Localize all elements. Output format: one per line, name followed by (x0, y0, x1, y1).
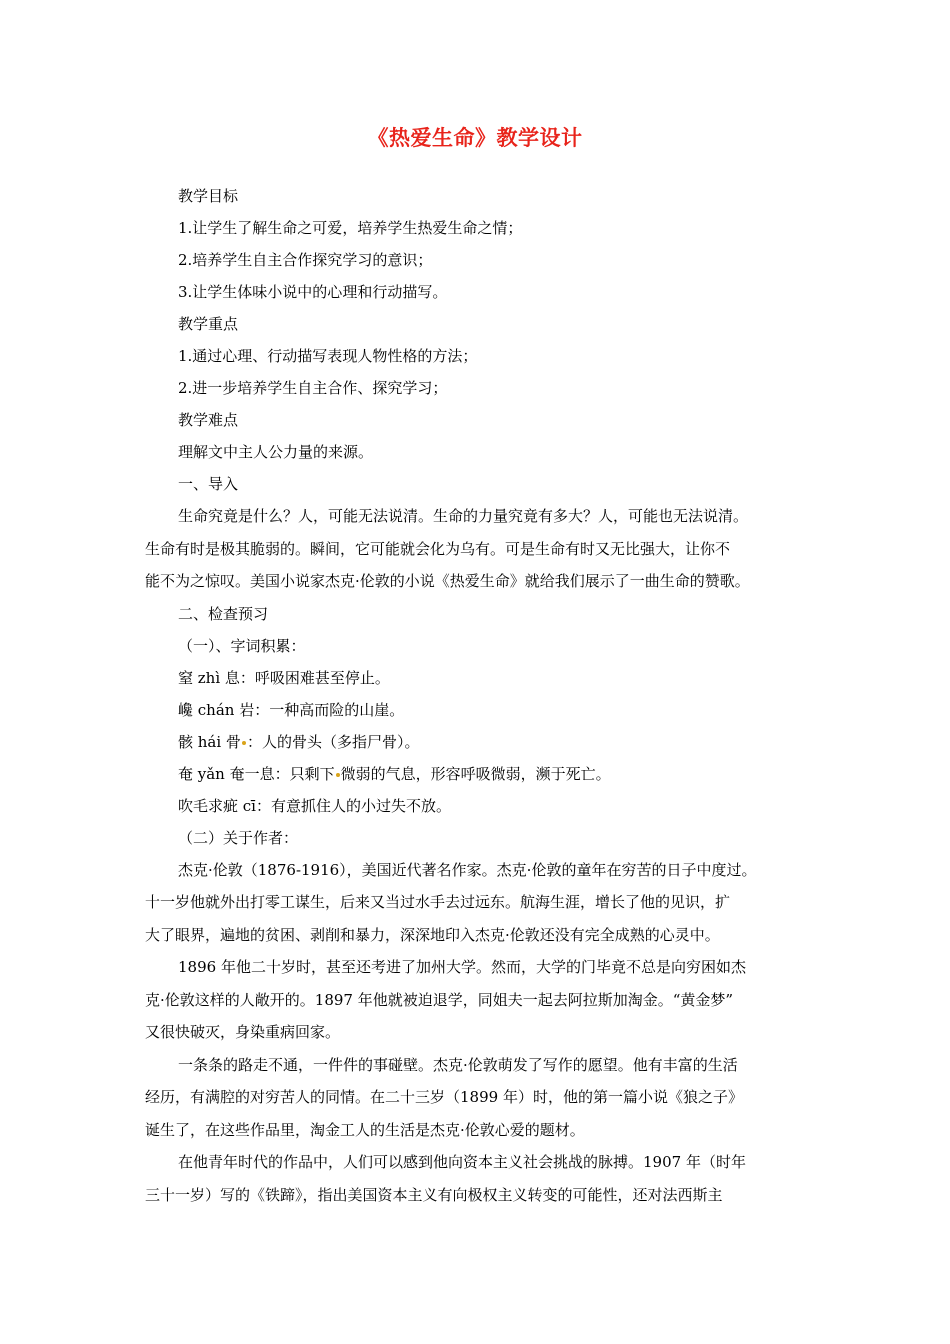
author-p2-line-2: 克·伦敦这样的人敞开的。1897 年他就被迫退学，同姐夫一起去阿拉斯加淘金。“黄金梦” (145, 990, 734, 1009)
subheading-vocabulary: （一）、字词积累： (178, 636, 306, 655)
document-title: 《热爱生命》教学设计 (367, 126, 583, 150)
goal-item-3: 3.让学生体味小说中的心理和行动描写。 (178, 283, 448, 301)
edit-mark-icon (336, 773, 340, 777)
edit-mark-icon (242, 741, 246, 745)
vocab-item-3 (145, 726, 813, 758)
vocab-item-2: 巉 chán 岩：一种高而险的山崖。 (178, 700, 405, 719)
author-p3-line-2: 经历，有满腔的对穷苦人的同情。在二十三岁（1899 年）时，他的第一篇小说《狼之子》 (145, 1088, 743, 1106)
vocab-item-3-term: 骸 hái 骨 (178, 732, 241, 751)
vocab-item-5: 吹毛求疵 cī：有意抓住人的小过失不放。 (178, 796, 451, 815)
author-p1-line-2: 十一岁他就外出打零工谋生，后来又当过水手去过远东。航海生涯，增长了他的见识，扩 (145, 893, 731, 911)
author-p1-line-1: 杰克·伦敦（1876-1916），美国近代著名作家。杰克·伦敦的童年在穷苦的日子中度过。 (178, 860, 757, 879)
author-p4-line-1: 在他青年时代的作品中，人们可以感到他向资本主义社会挑战的脉搏。1907 年（时年 (178, 1153, 746, 1171)
author-paragraph-4 (145, 1146, 813, 1211)
key-point-1: 1.通过心理、行动描写表现人物性格的方法； (178, 347, 478, 365)
vocab-item-1: 窒 zhì 息：呼吸困难甚至停止。 (178, 668, 390, 687)
vocab-item-3-definition: ：人的骨头（多指尸骨）。 (246, 732, 420, 751)
vocab-item-4-definition: 微弱的气息，形容呼吸微弱，濒于死亡。 (340, 764, 611, 783)
key-point-2: 2.进一步培养学生自主合作、探究学习； (178, 379, 448, 397)
author-p3-line-1: 一条条的路走不通，一件件的事碰壁。杰克·伦敦萌发了写作的愿望。他有丰富的生活 (178, 1055, 738, 1074)
document-body (145, 180, 813, 1211)
goal-item-2: 2.培养学生自主合作探究学习的意识； (178, 251, 433, 269)
intro-line-3: 能不为之惊叹。美国小说家杰克·伦敦的小说《热爱生命》就给我们展示了一曲生命的赞歌。 (145, 572, 750, 590)
section-heading-difficulty: 教学难点 (178, 411, 239, 429)
author-p2-line-3: 又很快破灭，身染重病回家。 (145, 1023, 341, 1041)
intro-line-2: 生命有时是极其脆弱的。瞬间，它可能就会化为乌有。可是生命有时又无比强大，让你不 (145, 539, 731, 558)
intro-line-1: 生命究竟是什么？人，可能无法说清。生命的力量究竟有多大？人，可能也无法说清。 (178, 507, 749, 525)
goal-item-1: 1.让学生了解生命之可爱，培养学生热爱生命之情； (178, 219, 523, 237)
subheading-author: （二）关于作者： (178, 828, 299, 847)
author-paragraph-1 (145, 854, 813, 952)
author-paragraph-2 (145, 951, 813, 1049)
vocab-item-4 (145, 758, 813, 790)
section-heading-intro: 一、导入 (178, 475, 239, 493)
author-p1-line-3: 大了眼界，遍地的贫困、剥削和暴力，深深地印入杰克·伦敦还没有完全成熟的心灵中。 (145, 925, 720, 944)
author-p2-line-1: 1896 年他二十岁时，甚至还考进了加州大学。然而，大学的门毕竟不总是向穷困如杰 (178, 958, 746, 976)
section-heading-goals: 教学目标 (178, 187, 239, 205)
vocab-item-4-term: 奄 yǎn 奄一息：只剩下 (178, 764, 335, 783)
section-heading-preview: 二、检查预习 (178, 604, 269, 623)
author-p4-line-2: 三十一岁）写的《铁蹄》，指出美国资本主义有向极权主义转变的可能性，还对法西斯主 (145, 1185, 723, 1204)
author-paragraph-3 (145, 1049, 813, 1147)
author-p3-line-3: 诞生了，在这些作品里，淘金工人的生活是杰克·伦敦心爱的题材。 (145, 1120, 585, 1139)
section-heading-key-points: 教学重点 (178, 315, 239, 333)
intro-paragraph (145, 500, 813, 598)
difficulty-item: 理解文中主人公力量的来源。 (178, 443, 374, 461)
